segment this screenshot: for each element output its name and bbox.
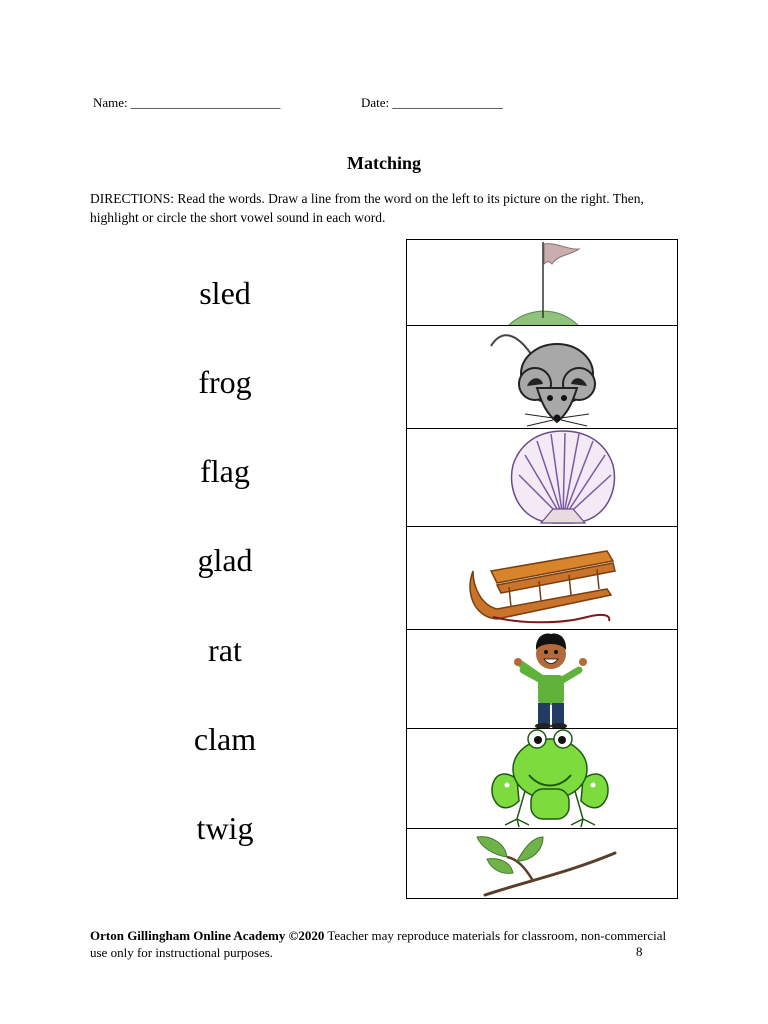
glad-boy-icon bbox=[407, 630, 678, 729]
picture-box-1 bbox=[406, 239, 678, 326]
footer-org: Orton Gillingham Online Academy ©2020 bbox=[90, 928, 325, 943]
picture-box-3 bbox=[406, 428, 678, 527]
picture-box-2 bbox=[406, 325, 678, 429]
word-sled: sled bbox=[199, 275, 251, 311]
name-field-label: Name: _______________________ bbox=[93, 95, 281, 110]
footer-notice: Teacher may reproduce materials for classroom, non-commercial use only for instructional purposes. bbox=[90, 928, 667, 960]
frog-icon bbox=[407, 729, 678, 829]
word-rat: rat bbox=[208, 632, 242, 668]
rat-icon bbox=[407, 326, 678, 429]
word-flag: flag bbox=[200, 453, 250, 489]
sled-icon bbox=[407, 527, 678, 630]
picture-box-5 bbox=[406, 629, 678, 729]
word-glad: glad bbox=[197, 542, 253, 578]
picture-box-6 bbox=[406, 728, 678, 829]
picture-box-7 bbox=[406, 828, 678, 899]
date-field-label: Date: _________________ bbox=[361, 95, 503, 110]
flag-icon bbox=[407, 240, 678, 326]
directions-text: DIRECTIONS: Read the words. Draw a line from the word on the left to its picture on the right. Then, highlight or circle the short vowel sound in each word. bbox=[90, 191, 644, 225]
footer-copyright bbox=[90, 927, 680, 961]
page-number: 8 bbox=[636, 944, 643, 959]
word-twig: twig bbox=[196, 810, 254, 846]
word-clam: clam bbox=[193, 721, 257, 757]
clam-shell-icon bbox=[407, 429, 678, 527]
page-title: Matching bbox=[347, 153, 421, 173]
picture-box-4 bbox=[406, 526, 678, 630]
twig-icon bbox=[407, 829, 678, 899]
word-frog: frog bbox=[198, 364, 252, 400]
